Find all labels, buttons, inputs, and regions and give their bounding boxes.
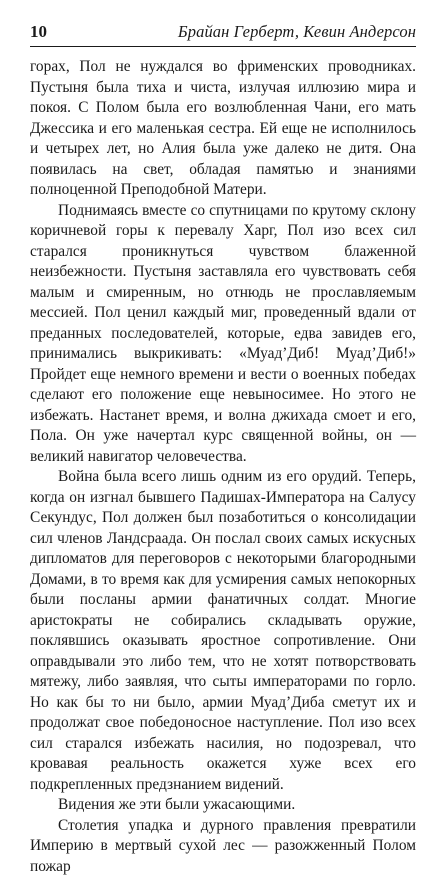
paragraph: Видения же эти были ужасающими. [30, 795, 416, 816]
page-header [30, 20, 416, 47]
page-number: 10 [30, 22, 47, 42]
running-head: Брайан Герберт, Кевин Андерсон [178, 22, 416, 42]
paragraph: горах, Пол не нуждался во фрименских проводниках. Пустыня была тиха и чиста, излучая иллюзию мира и покоя. С Полом была его возлюбленная Чани, его мать Джессика и его маленькая сестра. Ей еще не исполнилось и четырех лет, но Алия была уже далеко не дитя. Она появилась на свет, обладая памятью и знаниями полноценной Преподобной Матери. [30, 57, 416, 201]
paragraph: Поднимаясь вместе со спутницами по крутому склону коричневой горы к перевалу Харг, Пол изо всех сил старался проникнуться чувством блаженной неизбежности. Пустыня заставляла его чувствовать себя малым и смиренным, но отнюдь не прославляемым мессией. Пол ценил каждый миг, проведенный вдали от преданных последователей, которые, едва завидев его, принимались выкрикивать: «Муад’Диб! Муад’Диб!» Пройдет еще немного времени и вести о военных победах сделают его положение еще невыносимее. Но этого не избежать. Настанет время, и волна джихада смоет и его, Пола. Он уже начертал курс священной войны, он — великий навигатор человечества. [30, 201, 416, 468]
body-text [30, 57, 416, 877]
paragraph: Столетия упадка и дурного правления превратили Империю в мертвый сухой лес — разожженный Полом пожар [30, 816, 416, 877]
paragraph: Война была всего лишь одним из его орудий. Теперь, когда он изгнал бывшего Падишах-Императора на Салусу Секундус, Пол должен был позаботиться о консолидации сил членов Ландсраада. Он послал своих самых искусных дипломатов для переговоров с некоторыми благородными Домами, в то время как для усмирения самых непокорных были посланы армии фанатичных солдат. Многие аристократы не собирались складывать оружие, поклявшись оказывать яростное сопротивление. Они оправдывали это либо тем, что не хотят потворствовать мятежу, либо заявляя, что сыты императорами по горло. Но как бы то ни было, армии Муад’Диба сметут их и продолжат свое победоносное наступление. Пол изо всех сил старался избежать насилия, но подозревал, что кровавая реальность окажется хуже всех его подкрепленных предзнанием видений. [30, 467, 416, 795]
